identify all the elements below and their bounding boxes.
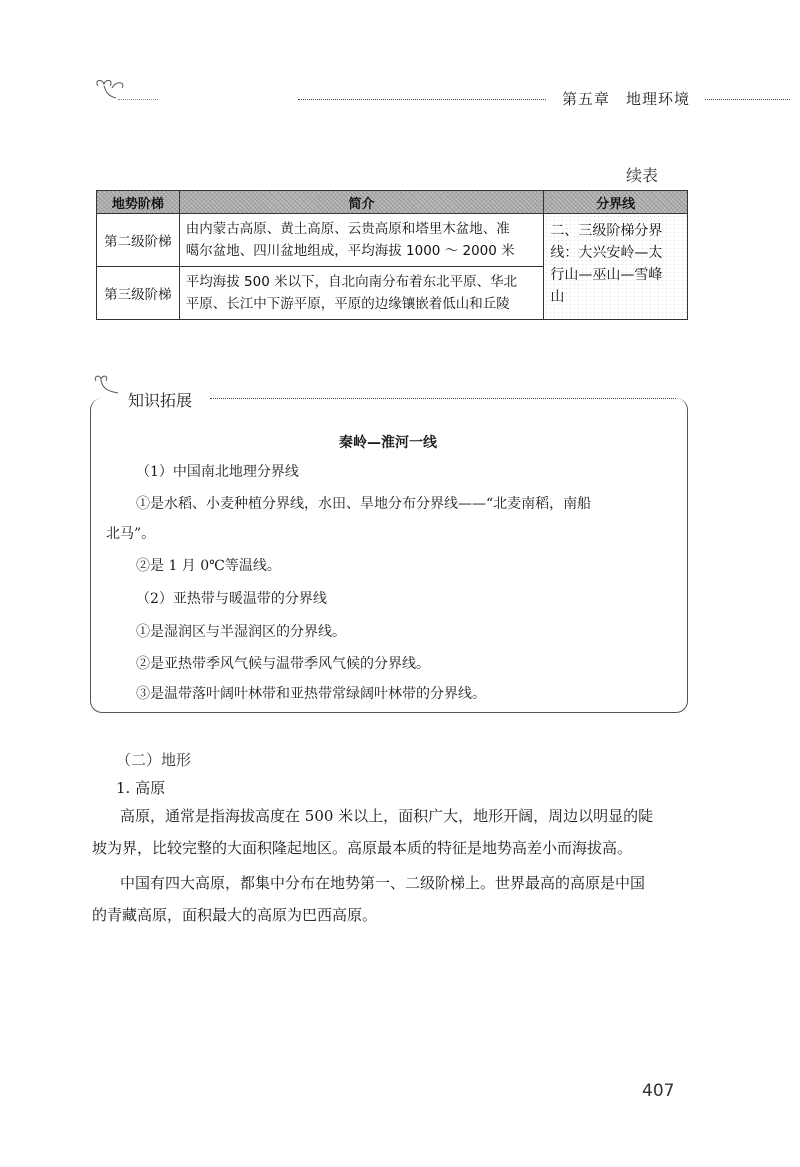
boundary-line: 山 bbox=[550, 289, 565, 305]
knowledge-line: ①是水稻、小麦种植分界线，水田、旱地分布分界线——“北麦南稻，南船 bbox=[136, 496, 592, 512]
sprout-icon bbox=[92, 373, 120, 395]
boundary-line: 二、三级阶梯分界 bbox=[550, 223, 663, 239]
knowledge-line: 北马”。 bbox=[106, 526, 156, 542]
paragraph-line: 的青藏高原，面积最大的高原为巴西高原。 bbox=[92, 906, 378, 924]
intro-cell bbox=[179, 267, 544, 320]
knowledge-heading: 秦岭—淮河一线 bbox=[339, 435, 437, 451]
boundary-line: 行山—巫山—雪峰 bbox=[550, 267, 663, 283]
header-rule-left bbox=[298, 99, 546, 100]
intro-line: 噶尔盆地、四川盆地组成，平均海拔 1000 ～ 2000 米 bbox=[185, 243, 515, 259]
knowledge-box-title: 知识拓展 bbox=[128, 391, 193, 410]
step-cell: 第二级阶梯 bbox=[97, 214, 180, 267]
paragraph-line: 高原，通常是指海拔高度在 500 米以上，面积广大，地形开阔，周边以明显的陡 bbox=[120, 807, 654, 825]
knowledge-line: ①是湿润区与半湿润区的分界线。 bbox=[136, 624, 346, 640]
terrain-steps-table bbox=[96, 190, 688, 320]
page-number: 407 bbox=[642, 1081, 675, 1101]
intro-cell bbox=[179, 214, 544, 267]
section-heading: （二）地形 bbox=[116, 751, 192, 769]
intro-line: 平均海拔 500 米以下，自北向南分布着东北平原、华北 bbox=[185, 274, 518, 290]
chapter-title: 第五章 地理环境 bbox=[562, 90, 691, 108]
table-header-row bbox=[97, 191, 688, 214]
knowledge-line: ③是温带落叶阔叶林带和亚热带常绿阔叶林带的分界线。 bbox=[136, 686, 486, 702]
boundary-line: 线：大兴安岭—太 bbox=[550, 245, 663, 261]
paragraph-line: 坡为界，比较完整的大面积隆起地区。高原最本质的特征是地势高差小而海拔高。 bbox=[92, 839, 633, 857]
subsection-heading: 1. 高原 bbox=[116, 779, 166, 797]
column-header-boundary: 分界线 bbox=[544, 191, 688, 214]
boundary-cell bbox=[544, 214, 688, 320]
intro-line: 平原、长江中下游平原，平原的边缘镶嵌着低山和丘陵 bbox=[185, 296, 510, 312]
header-rule-right bbox=[705, 99, 790, 100]
header-dotted-rule-left bbox=[118, 99, 158, 100]
knowledge-line: ②是 1 月 0℃等温线。 bbox=[136, 558, 281, 574]
knowledge-line: （1）中国南北地理分界线 bbox=[136, 464, 299, 480]
paragraph-line: 中国有四大高原，都集中分布在地势第一、二级阶梯上。世界最高的高原是中国 bbox=[120, 874, 646, 892]
knowledge-line: （2）亚热带与暖温带的分界线 bbox=[136, 591, 327, 607]
intro-line: 由内蒙古高原、黄土高原、云贵高原和塔里木盆地、准 bbox=[185, 221, 510, 237]
table-continued-label: 续表 bbox=[626, 166, 659, 185]
table-row bbox=[97, 214, 688, 267]
column-header-step: 地势阶梯 bbox=[97, 191, 180, 214]
column-header-intro: 简介 bbox=[179, 191, 544, 214]
knowledge-line: ②是亚热带季风气候与温带季风气候的分界线。 bbox=[136, 656, 430, 672]
step-cell: 第三级阶梯 bbox=[97, 267, 180, 320]
